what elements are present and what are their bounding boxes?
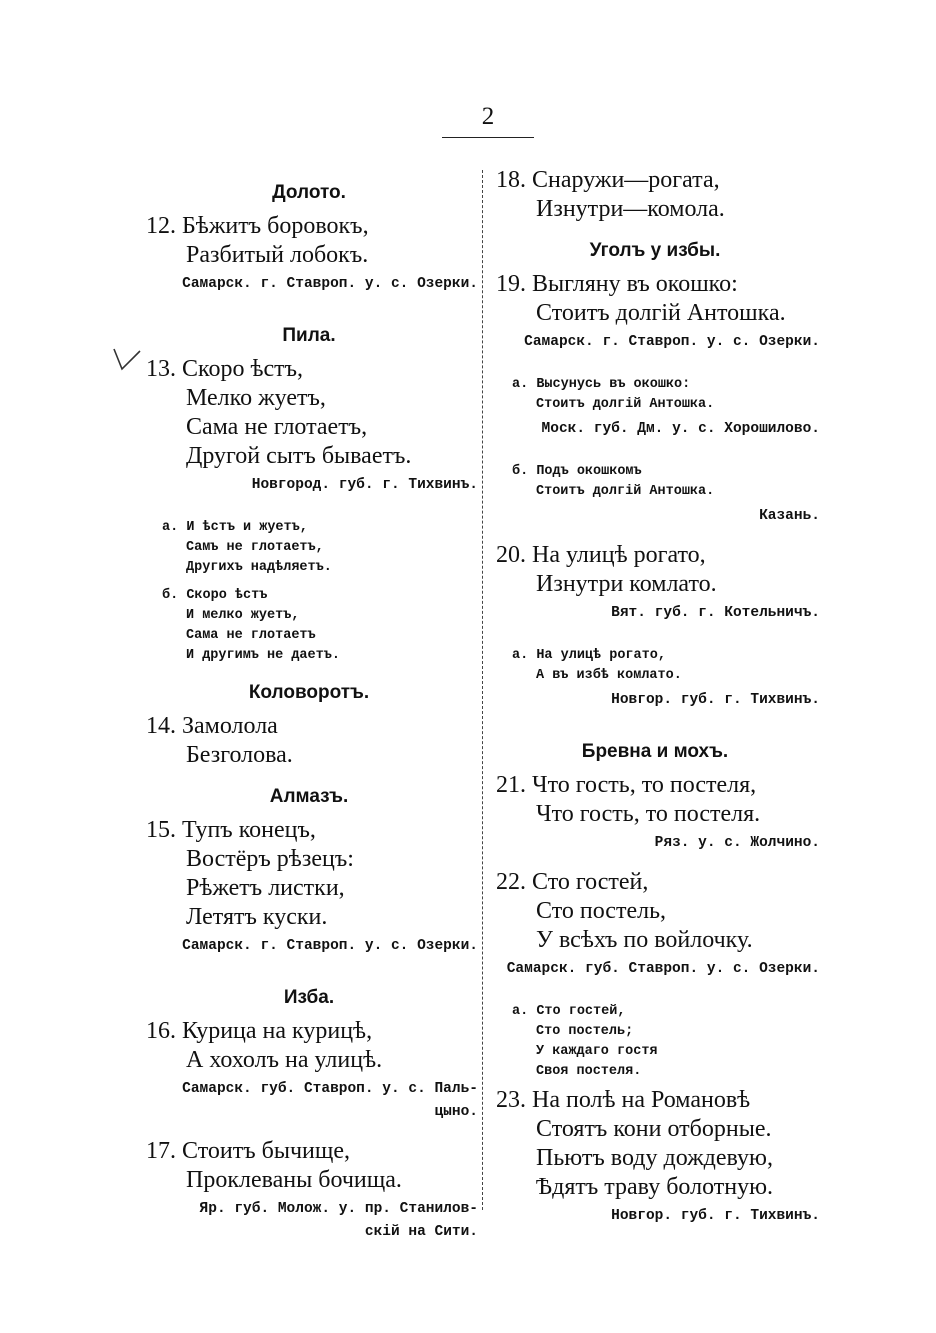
riddle-text: Стоятъ кони отборные. [536,1116,772,1142]
variant-text: Сто постель; [536,1024,634,1039]
riddle-number: 22. [496,869,526,895]
spacer [490,856,820,868]
riddle-text: Проклеваны бочища. [186,1167,402,1193]
riddle-line [490,299,820,328]
riddle-line [140,212,478,241]
riddle-text: Стоитъ бычище, [182,1138,350,1164]
riddle-variant [512,462,820,502]
riddle-variant [512,1002,820,1082]
source-location: Ряз. у. с. Жолчино. [654,835,820,851]
source-location: Яр. губ. Молож. у. пр. Станилов- [199,1201,478,1217]
riddle-line [490,897,820,926]
page-number: 2 [481,103,495,130]
riddle-line [490,270,820,299]
variant-text: Самъ не глотаетъ, [186,540,324,555]
source-location-continued: скій на Сити. [364,1224,478,1240]
riddle-number: 15. [146,817,176,843]
riddle-line [490,195,820,224]
source-location: Самарск. г. Ставроп. у. с. Озерки. [182,276,478,292]
riddle-line [490,1144,820,1173]
riddle-line [140,1137,478,1166]
riddle-number: 21. [496,772,526,798]
riddle-line [140,355,478,384]
riddle [140,1017,478,1075]
riddle-line [490,1173,820,1202]
variant-text: А въ избѣ комлато. [536,668,682,683]
riddle-number: 14. [146,713,176,739]
variant-line [512,462,820,482]
variant-text: И другимъ не даетъ. [186,648,340,663]
riddle-line [490,166,820,195]
source-location: Самарск. г. Ставроп. у. с. Озерки. [182,938,478,954]
riddle-number: 18. [496,167,526,193]
riddle-text: Что гость, то постеля. [536,801,761,827]
variant-line [512,482,820,502]
spacer [490,529,820,541]
source-location: Вят. губ. г. Котельничъ. [611,605,820,621]
variant-text: И ѣстъ и жуетъ, [186,520,308,535]
section-heading: Долото. [272,182,346,203]
riddle-text: Выгляну въ окошко: [532,271,738,297]
source-location: Самарск. губ. Ставроп. у. с. Паль- [182,1081,478,1097]
riddle-text: Другой сытъ бываетъ. [186,443,412,469]
variant-line [162,538,478,558]
spacer [490,713,820,725]
spacer [140,498,478,510]
riddle-variant [512,646,820,686]
riddle-line [490,1086,820,1115]
riddle-text: Рѣжетъ листки, [186,875,345,901]
riddle-variant [162,518,478,578]
right-column [490,166,820,1241]
riddle-text: Стоитъ долгій Антошка. [536,300,786,326]
variant-letter: а. [512,377,529,392]
riddle-line [490,1115,820,1144]
riddle-text: Сто гостей, [532,869,649,895]
variant-line [512,666,820,686]
source-location-continued: цыно. [434,1104,478,1120]
riddle-line [140,442,478,471]
source-location: Самарск. губ. Ставроп. у. с. Озерки. [506,961,820,977]
variant-text: Стоитъ долгій Антошка. [536,397,715,412]
riddle-line [140,903,478,932]
riddle-text: Летятъ куски. [186,904,328,930]
spacer [140,1245,478,1257]
riddle-line [140,241,478,270]
riddle [140,1137,478,1195]
riddle-text: Ѣдятъ траву болотную. [536,1174,774,1200]
top-rule [442,137,534,138]
section-heading: Коловоротъ. [248,682,370,703]
left-column [140,166,478,1257]
spacer [490,626,820,638]
riddle [490,270,820,328]
spacer [490,982,820,994]
riddle-variant [512,375,820,415]
variant-letter: б. [512,464,529,479]
section-heading: Уголъ у избы. [589,240,721,261]
spacer [140,959,478,971]
riddle-line [140,1046,478,1075]
riddle [490,166,820,224]
riddle-text: На полѣ на Романовѣ [532,1087,751,1113]
riddle-line [140,845,478,874]
variant-line [512,1062,820,1082]
variant-text: Своя постеля. [536,1064,642,1079]
variant-line [512,395,820,415]
section-heading: Пила. [282,325,336,346]
section-heading: Бревна и мохъ. [581,741,729,762]
source-location: Моск. губ. Дм. у. с. Хорошилово. [541,421,820,437]
riddle-text: Снаружи—рогата, [532,167,720,193]
riddle-text: У всѣхъ по войлочку. [536,927,753,953]
variant-text: И мелко жуетъ, [186,608,300,623]
variant-text: На улицѣ рогато, [536,648,666,663]
variant-letter: а. [512,648,529,663]
riddle-number: 20. [496,542,526,568]
riddle-text: Мелко жуетъ, [186,385,326,411]
variant-line [162,558,478,578]
variant-text: Сто гостей, [536,1004,626,1019]
riddle-text: Курица на курицѣ, [182,1018,373,1044]
riddle [140,816,478,932]
riddle-line [490,570,820,599]
variant-text: Скоро ѣстъ [186,588,268,603]
variant-line [162,606,478,626]
riddle-line [490,800,820,829]
source-location: Новгор. губ. г. Тихвинъ. [611,692,820,708]
spacer [490,1229,820,1241]
riddle [490,1086,820,1202]
riddle-text: Тупъ конецъ, [182,817,316,843]
section-heading: Алмазъ. [269,786,349,807]
riddle-text: Востёръ рѣзецъ: [186,846,354,872]
riddle-line [490,771,820,800]
riddle-line [490,868,820,897]
riddle-number: 23. [496,1087,526,1113]
variant-letter: а. [162,520,179,535]
variant-text: У каждаго гостя [536,1044,658,1059]
riddle-text: Безголова. [186,742,293,768]
riddle [490,771,820,829]
riddle-line [140,1166,478,1195]
riddle-text: Скоро ѣстъ, [182,356,304,382]
riddle-line [140,741,478,770]
riddle-number: 19. [496,271,526,297]
riddle-line [140,874,478,903]
pencil-check-mark [112,345,142,375]
spacer [140,1125,478,1137]
variant-letter: а. [512,1004,529,1019]
source-location: Самарск. г. Ставроп. у. с. Озерки. [524,334,820,350]
variant-text: Сама не глотаетъ [186,628,316,643]
variant-line [512,646,820,666]
riddle-line [140,816,478,845]
section-heading: Изба. [283,987,335,1008]
riddle-text: А хохолъ на улицѣ. [186,1047,383,1073]
variant-letter: б. [162,588,179,603]
variant-line [512,1042,820,1062]
riddle-number: 16. [146,1018,176,1044]
riddle-variant [162,586,478,666]
riddle [140,355,478,471]
riddle-line [140,1017,478,1046]
variant-line [162,518,478,538]
riddle [490,541,820,599]
variant-text: Подъ окошкомъ [536,464,642,479]
variant-line [162,646,478,666]
variant-text: Стоитъ долгій Антошка. [536,484,715,499]
riddle-line [140,413,478,442]
variant-text: Высунусь въ окошко: [536,377,691,392]
source-location: Казань. [759,508,820,524]
riddle-text: Пьютъ воду дождевую, [536,1145,773,1171]
spacer [490,355,820,367]
riddle [140,712,478,770]
riddle [490,868,820,955]
riddle-text: Сто постель, [536,898,667,924]
riddle-number: 17. [146,1138,176,1164]
riddle-line [490,926,820,955]
riddle-text: Сама не глотаетъ, [186,414,368,440]
riddle-text: Разбитый лобокъ. [186,242,369,268]
riddle-text: Изнутри—комола. [536,196,725,222]
riddle [140,212,478,270]
spacer [140,297,478,309]
variant-line [162,626,478,646]
riddle-number: 13. [146,356,176,382]
variant-text: Другихъ надѣляетъ. [186,560,332,575]
column-divider [482,170,483,1210]
riddle-text: На улицѣ рогато, [532,542,706,568]
variant-line [512,1022,820,1042]
source-location: Новгор. губ. г. Тихвинъ. [611,1208,820,1224]
source-location: Новгород. губ. г. Тихвинъ. [251,477,478,493]
riddle-text: Замолола [182,713,278,739]
variant-line [512,1002,820,1022]
variant-line [512,375,820,395]
riddle-text: Что гость, то постеля, [532,772,757,798]
spacer [490,442,820,454]
riddle-number: 12. [146,213,176,239]
riddle-text: Бѣжитъ боровокъ, [182,213,369,239]
riddle-line [140,384,478,413]
variant-line [162,586,478,606]
riddle-line [140,712,478,741]
riddle-line [490,541,820,570]
riddle-text: Изнутри комлато. [536,571,717,597]
